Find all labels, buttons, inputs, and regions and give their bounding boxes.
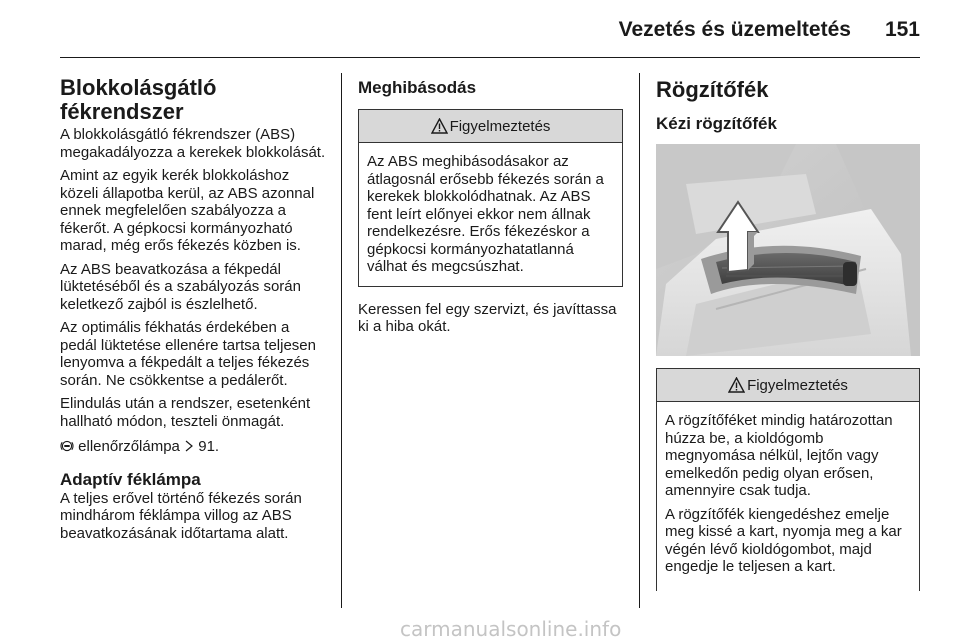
warning-text: A rögzítőféket mindig határozottan húzza be, a kioldógomb megnyomása nélkül, lejtőn vagy emelkedőn pedig olyan erősen, amennyire csak tudja. xyxy=(665,412,893,499)
column-malfunction xyxy=(358,76,623,342)
section-heading-malfunction: Meghibásodás xyxy=(358,78,477,97)
running-header xyxy=(619,18,920,42)
warning-header xyxy=(657,369,919,402)
page-reference-arrow-icon xyxy=(184,440,194,452)
header-rule xyxy=(60,57,920,58)
warning-box xyxy=(358,109,623,287)
page-reference: 91. xyxy=(198,438,220,455)
paragraph: Elindulás után a rendszer, esetenként hallható módon, teszteli önmagát. xyxy=(60,395,311,430)
paragraph: Amint az egyik kerék blokkoláshoz közeli állapotba kerül, az ABS azonnal ennek megfelelően szabályozza a fékerőt. A gépkocsi kormányozható marad, még erős fékezés közben is. xyxy=(60,167,315,254)
indicator-line xyxy=(60,438,330,456)
column-abs xyxy=(60,76,330,548)
warning-text: Az ABS meghibásodásakor az átlagosnál erősebb fékezés során a kerekek blokkolódhatnak. Az ABS fent leírt előnyei ekkor nem állnak rendelkezésre. Erős fékezéskor a gépkocsi kormányozhatatlanná válhat és megcsúszhat. xyxy=(367,153,604,275)
warning-body xyxy=(657,402,919,576)
section-heading-abs: Blokkolásgátló fékrendszer xyxy=(60,75,217,124)
watermark: carmanualsonline.info xyxy=(400,617,622,641)
hand-brake-illustration xyxy=(656,144,920,356)
page-number: 151 xyxy=(884,18,920,41)
paragraph: Az ABS beavatkozása a fékpedál lüktetéséből és a szabályozás során keletkező zajból is észlelhető. xyxy=(60,260,301,313)
warning-body xyxy=(359,143,622,286)
column-divider-1 xyxy=(341,73,342,608)
paragraph: A blokkolásgátló fékrendszer (ABS) megakadályozza a kerekek blokkolását. xyxy=(60,126,326,161)
column-parking-brake xyxy=(656,76,920,133)
warning-triangle-icon xyxy=(728,377,745,393)
header-title: Vezetés és üzemeltetés xyxy=(618,18,851,41)
section-heading-parking-brake: Rögzítőfék xyxy=(656,77,769,102)
subheading-adaptive-brake-light: Adaptív féklámpa xyxy=(60,469,201,489)
paragraph: A teljes erővel történő fékezés során mindhárom féklámpa villog az ABS beavatkozásának időtartama alatt. xyxy=(60,489,302,542)
abs-warning-lamp-icon xyxy=(60,439,74,453)
warning-text: A rögzítőfék kiengedéshez emelje meg kissé a kart, nyomja meg a kar végén lévő kioldógombot, majd engedje le teljesen a kart. xyxy=(665,505,902,575)
paragraph: Keressen fel egy szervizt, és javíttassa ki a hiba okát. xyxy=(358,300,617,335)
warning-box-parking-brake xyxy=(656,368,920,591)
subheading-manual-parking-brake: Kézi rögzítőfék xyxy=(656,114,777,133)
indicator-text: ellenőrzőlámpa xyxy=(78,438,180,455)
warning-title: Figyelmeztetés xyxy=(747,376,848,394)
paragraph: Az optimális fékhatás érdekében a pedál lüktetése ellenére tartsa teljesen lenyomva a fékpedált a teljes fékezés során. Ne csökkentse a pedálerőt. xyxy=(60,319,316,389)
warning-title: Figyelmeztetés xyxy=(449,117,551,135)
column-divider-2 xyxy=(639,73,640,608)
warning-triangle-icon xyxy=(431,118,448,134)
warning-header xyxy=(359,110,622,143)
hand-brake-photo xyxy=(656,144,920,356)
